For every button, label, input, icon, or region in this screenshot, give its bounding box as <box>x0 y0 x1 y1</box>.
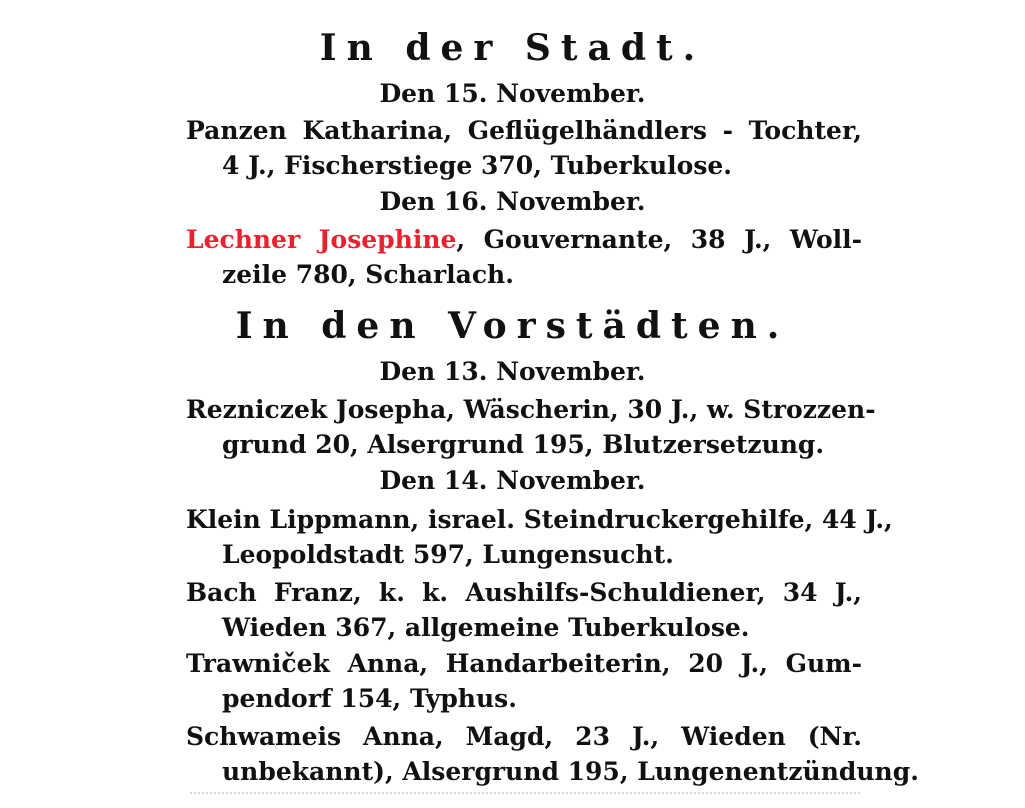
entry-line: zeile 780, Scharlach. <box>222 260 514 289</box>
entry-line-rest: , Gouvernante, 38 J., Woll- <box>456 225 862 254</box>
section-heading-city: In der Stadt. <box>319 27 706 69</box>
highlighted-name: Lechner Josephine <box>186 225 457 254</box>
date-heading: Den 13. November. <box>379 357 646 386</box>
entry-line: Klein Lippmann, israel. Steindruckergehilfe, 44 J., <box>186 505 893 534</box>
date-heading: Den 14. November. <box>379 466 646 495</box>
entry-line: Schwameis Anna, Magd, 23 J., Wieden (Nr. <box>186 722 862 751</box>
entry-line: Wieden 367, allgemeine Tuberkulose. <box>222 613 750 642</box>
entry-line: grund 20, Alsergrund 195, Blutzersetzung. <box>222 430 825 459</box>
entry-line: Trawniček Anna, Handarbeiterin, 20 J., Gum- <box>186 649 862 678</box>
entry-line: pendorf 154, Typhus. <box>222 684 517 713</box>
date-heading: Den 16. November. <box>379 187 646 216</box>
entry-line: Rezniczek Josepha, Wäscherin, 30 J., w. Strozzen- <box>186 395 876 424</box>
entry-line: Leopoldstadt 597, Lungensucht. <box>222 540 674 569</box>
date-heading: Den 15. November. <box>379 79 646 108</box>
entry-line: unbekannt), Alsergrund 195, Lungenentzündung. <box>222 757 919 786</box>
entry-line-highlighted <box>186 224 862 256</box>
entry-line: Bach Franz, k. k. Aushilfs-Schuldiener, 34 J., <box>186 578 862 607</box>
section-heading-suburbs: In den Vorstädten. <box>235 305 790 347</box>
entry-line: 4 J., Fischerstiege 370, Tuberkulose. <box>222 151 732 180</box>
entry-line: Panzen Katharina, Geflügelhändlers - Tochter, <box>186 116 862 145</box>
